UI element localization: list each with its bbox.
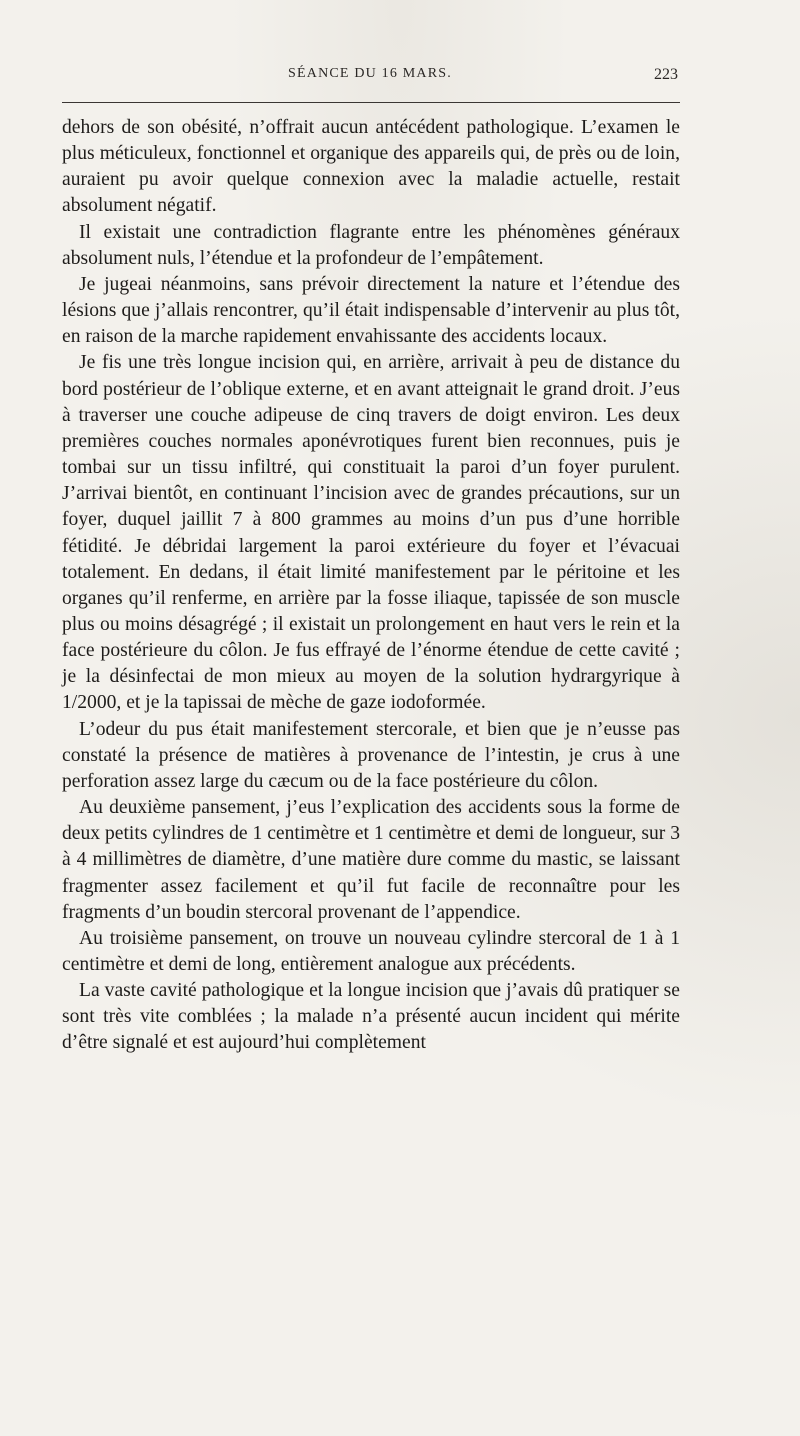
paragraph-2: Il existait une contradiction flagrante entre les phénomènes généraux absolument nuls, l’étendue et la profondeur de l’empâtement. [62,221,680,269]
paragraph-4: Je fis une très longue incision qui, en arrière, arrivait à peu de distance du bord postérieur de l’oblique externe, et en avant atteignait le grand droit. J’eus à traverser une couche adipeuse de cinq travers de doigt environ. Les deux premières couches normales aponévrotiques furent bien reconnues, puis je tombai sur un tissu infiltré, qui constituait la paroi d’un foyer purulent. J’arrivai bientôt, en continuant l’incision avec de grandes précautions, sur un foyer, duquel jaillit 7 à 800 grammes au moins d’un pus d’une horrible fétidité. Je débridai largement la paroi extérieure du foyer et l’évacuai totalement. En dedans, il était limité manifestement par le péritoine et les organes qu’il renferme, en arrière par la fosse iliaque, tapissée de son muscle plus ou moins désagrégé ; il existait un prolongement en haut vers le rein et la face postérieure du côlon. Je fus effrayé de l’énorme étendue de cette cavité ; je la désinfectai de mon mieux au moyen de la solution hydrargyrique à 1/2000, et je la tapissai de mèche de gaze iodoformée. [62,352,680,714]
running-title: SÉANCE DU 16 MARS. [288,66,452,81]
paragraph-7: Au troisième pansement, on trouve un nouveau cylindre stercoral de 1 à 1 centimètre et demi de long, entièrement analogue aux précédents. [62,927,680,975]
paragraph-5: L’odeur du pus était manifestement stercorale, et bien que je n’eusse pas constaté la présence de matières à provenance de l’intestin, je crus à une perforation assez large du cæcum ou de la face postérieure du côlon. [62,718,680,792]
paragraph-8: La vaste cavité pathologique et la longue incision que j’avais dû pratiquer se sont très vite comblées ; la malade n’a présenté aucun incident qui mérite d’être signalé et est aujourd’hui complètement [62,980,680,1054]
header-rule [62,102,680,103]
paragraph-1: dehors de son obésité, n’offrait aucun antécédent pathologique. L’examen le plus méticuleux, fonctionnel et organique des appareils qui, de près ou de loin, auraient pu avoir quelque connexion avec la maladie actuelle, restait absolument négatif. [62,117,680,217]
running-head [62,66,678,90]
paragraph-3: Je jugeai néanmoins, sans prévoir directement la nature et l’étendue des lésions que j’allais rencontrer, qu’il était indispensable d’intervenir au plus tôt, en raison de la marche rapidement envahissante des accidents locaux. [62,273,680,348]
page-number: 223 [654,66,678,83]
paragraph-6: Au deuxième pansement, j’eus l’explication des accidents sous la forme de deux petits cylindres de 1 centimètre et 1 centimètre et demi de longueur, sur 3 à 4 millimètres de diamètre, d’une matière dure comme du mastic, se laissant fragmenter assez facilement et qu’il fut facile de reconnaître pour les fragments d’un boudin stercoral provenant de l’appendice. [62,797,680,923]
body-text [62,115,680,1057]
